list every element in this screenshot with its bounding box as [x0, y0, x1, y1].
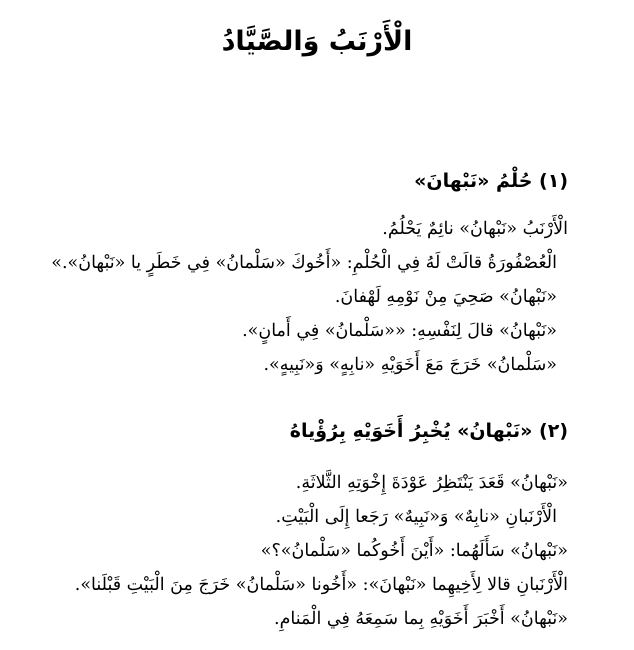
story-line: «نَبْهانُ» صَحِيَ مِنْ نَوْمِهِ لَهْفانَ.	[334, 287, 557, 307]
story-title: الْأَرْنَبُ وَالصَّيَّادُ	[221, 26, 413, 57]
story-line: «نَبْهانُ» قَعَدَ يَنْتَظِرُ عَوْدَةَ إِخْوَتِهِ الثَّلاثَةِ.	[295, 473, 568, 493]
section-1	[48, 166, 568, 382]
story-line: الْأَرْنَبانِ «نابِهٌ» وَ«نَبِيهٌ» رَجَعا إِلَى الْبَيْتِ.	[275, 507, 557, 527]
section-2-heading: (٢) «نَبْهانُ» يُخْبِرُ أَخَوَيْهِ بِرُؤْياهُ	[289, 420, 568, 442]
section-1-lines	[48, 212, 568, 382]
section-1-heading: (١) حُلْمُ «نَبْهانَ»	[414, 170, 568, 192]
section-2	[48, 416, 568, 636]
story-line: الْأَرْنَبُ «نَبْهانُ» نائِمٌ يَحْلُمُ.	[382, 219, 568, 239]
story-line: «نَبْهانُ» قالَ لِنَفْسِهِ: ««سَلْمانُ» فِي أَمانٍ».	[242, 321, 557, 341]
story-line: «نَبْهانُ» أَخْبَرَ أَخَوَيْهِ بِما سَمِعَهُ فِي الْمَنامِ.	[274, 609, 568, 629]
story-line: «سَلْمانُ» خَرَجَ مَعَ أَخَوَيْهِ «نابِهٍ» وَ«نَبِيهٍ».	[263, 355, 557, 375]
story-line: «نَبْهانُ» سَأَلَهُما: «أَيْنَ أَخُوكُما «سَلْمانُ»؟»	[260, 541, 568, 561]
section-2-lines	[48, 466, 568, 636]
story-line: الْعُصْفُورَةُ قالَتْ لَهُ فِي الْحُلْمِ: «أَخُوكَ «سَلْمانُ» فِي خَطَرٍ يا «نَبْهانُ».»	[51, 253, 557, 273]
story-line: الْأَرْنَبانِ قالا لِأَخِيهِما «نَبْهانَ»: «أَخُونا «سَلْمانُ» خَرَجَ مِنَ الْبَيْتِ قَبْلَنا».	[74, 575, 568, 595]
